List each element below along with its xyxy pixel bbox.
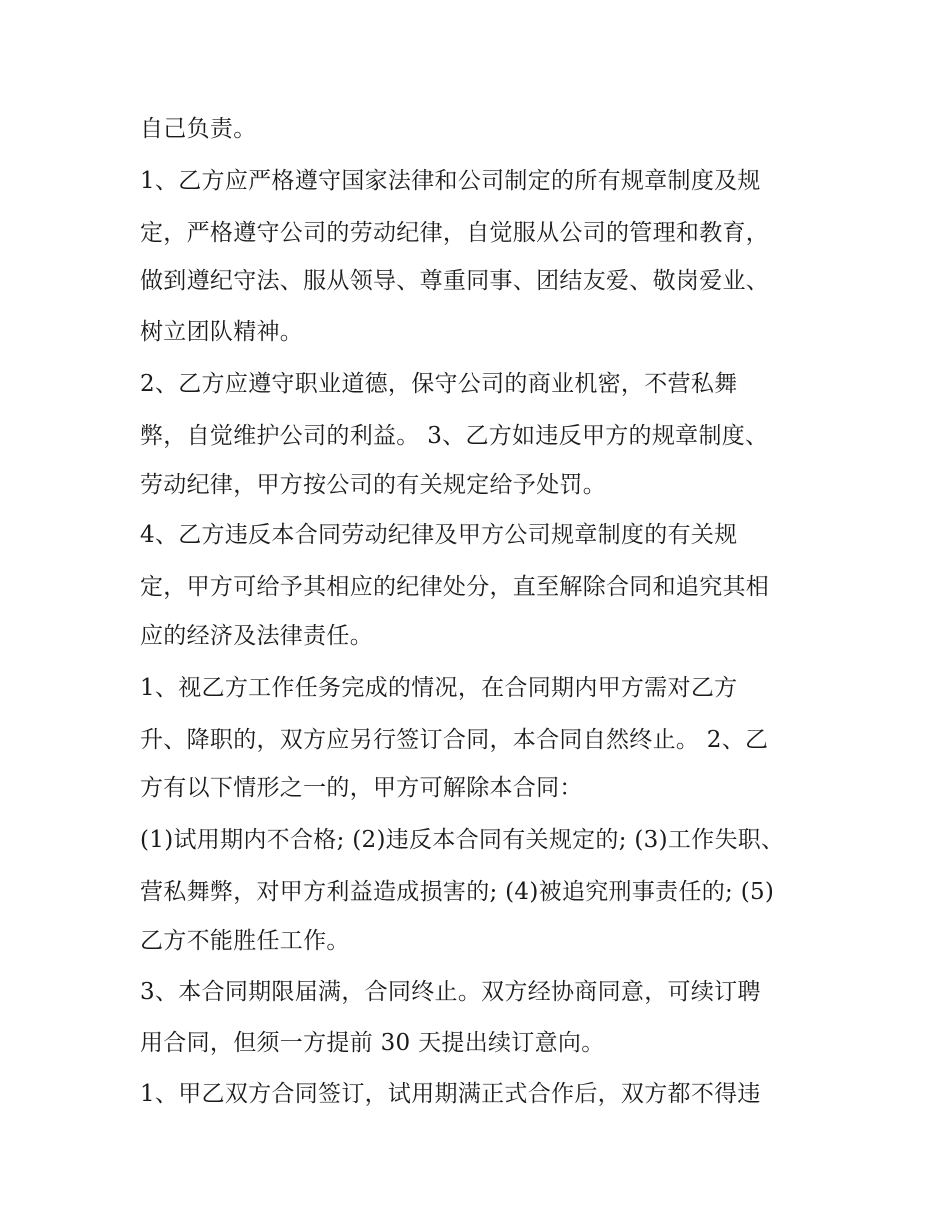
text-line: 用合同，但须一方提前 30 天提出续订意向。 xyxy=(140,1030,605,1056)
text-line: 方有以下情形之一的，甲方可解除本合同： xyxy=(140,775,583,801)
text-line: 1、甲乙双方合同签订，试用期满正式合作后，双方都不得违 xyxy=(140,1081,761,1107)
text-line: 2、乙方应遵守职业道德，保守公司的商业机密，不营私舞 xyxy=(140,371,738,397)
text-line: 做到遵纪守法、服从领导、尊重同事、团结友爱、敬岗爱业、 xyxy=(140,268,770,294)
text-line: 4、乙方违反本合同劳动纪律及甲方公司规章制度的有关规 xyxy=(140,522,738,548)
text-line: (1)试用期内不合格; (2)违反本合同有关规定的; (3)工作失职、 xyxy=(140,827,785,853)
text-line: 劳动纪律，甲方按公司的有关规定给予处罚。 xyxy=(140,472,606,498)
text-line: 升、降职的，双方应另行签订合同，本合同自然终止。 2、乙 xyxy=(140,727,769,753)
text-line: 自己负责。 xyxy=(140,116,257,142)
text-line: 树立团队精神。 xyxy=(140,319,304,345)
text-line: 弊，自觉维护公司的利益。 3、乙方如违反甲方的规章制度、 xyxy=(140,423,769,449)
text-line: 营私舞弊，对甲方利益造成损害的; (4)被追究刑事责任的; (5) xyxy=(140,879,775,905)
text-line: 3、本合同期限届满，合同终止。双方经协商同意，可续订聘 xyxy=(140,979,761,1005)
text-line: 1、乙方应严格遵守国家法律和公司制定的所有规章制度及规 xyxy=(140,168,761,194)
text-line: 定，严格遵守公司的劳动纪律，自觉服从公司的管理和教育， xyxy=(140,220,770,246)
text-line: 1、视乙方工作任务完成的情况，在合同期内甲方需对乙方 xyxy=(140,675,738,701)
text-line: 定，甲方可给予其相应的纪律处分，直至解除合同和追究其相 xyxy=(140,574,770,600)
text-line: 应的经济及法律责任。 xyxy=(140,623,373,649)
text-line: 乙方不能胜任工作。 xyxy=(140,928,350,954)
